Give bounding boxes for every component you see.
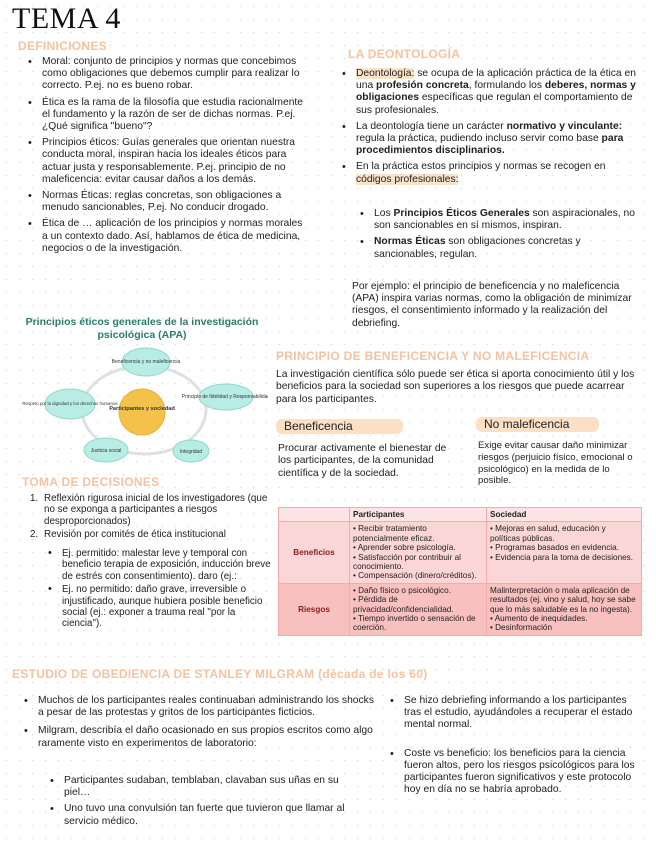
deontologia-sublist: [374, 208, 640, 265]
apa-cycle-graphic: [16, 342, 268, 466]
no-maleficencia-text: Exige evitar causar daño minimizar riesgos (perjuicio físico, emocional o psicológico) en la medida de lo posible.: [478, 440, 633, 487]
decisiones-sublist: [62, 548, 272, 632]
list-number: 1.: [30, 493, 39, 504]
deontologia-heading: LA DEONTOLOGÍA: [348, 47, 461, 61]
text-bold: normativo y vinculante:: [506, 120, 623, 132]
list-item: • Ética es la rama de la filosofía que estudia racionalmente el fundamento y la razón de ser de dichas normas. P.ej. ¿Qué significa "bueno"?: [42, 97, 310, 134]
text-bold: deberes, normas y obligaciones: [356, 80, 636, 104]
text-run: son aspiracionales, no son sancionables en sí mismos, inspiran.: [374, 208, 635, 232]
list-item: • Muchos de los participantes reales continuaban administrando los shocks a pesar de las protestas y gritos de los participantes ficticios.: [38, 695, 374, 719]
definiciones-list: [42, 56, 310, 259]
no-maleficencia-label: No maleficencia: [476, 417, 599, 432]
text-bold: Normas Éticas: [374, 236, 446, 248]
cell-line: • Compensación (dinero/créditos).: [353, 571, 477, 581]
apa-diagram-title: Principios éticos generales de la investigación psicológica (APA): [25, 316, 259, 341]
table-cell: [487, 522, 642, 583]
list-item: • Principios éticos: Guías generales que orientan nuestra conducta moral, inspiran hacia los ideales éticos para actuar justa y responsablemente. P.ej. principio de no maleficencia: evitar causar daños a los demás.: [42, 137, 310, 186]
milgram-left-list: [38, 695, 374, 754]
cell-line: • Aprender sobre psicología.: [353, 543, 456, 553]
cell-line: • Evidencia para la toma de decisiones.: [490, 552, 634, 562]
decisiones-heading: TOMA DE DECISIONES: [22, 475, 160, 489]
apa-node-label: Justicia social: [90, 448, 122, 454]
cell-line: • Pérdida de privacidad/confidencialidad.: [353, 595, 454, 614]
text-run: En la práctica estos principios y normas se recogen en: [356, 161, 606, 173]
list-item: • Normas Éticas: reglas concretas, son obligaciones a menudo sancionables, P.ej. No conducir drogado.: [42, 190, 310, 214]
term-highlight: Deontología:: [356, 68, 415, 79]
list-item: • Ej. no permitido: daño grave, irreversible o injustificado, aunque hubiera posible beneficio social (ej.: exponer a trauma real "por la ciencia").: [62, 584, 272, 630]
text-run: específicas que regulan el comportamiento de sus profesionales.: [356, 92, 633, 116]
list-item: [356, 121, 638, 158]
cell-line: • Daño físico o psicológico.: [353, 585, 451, 595]
list-item: [356, 161, 638, 185]
cell-line: • Satisfacción por contribuir al conocimiento.: [353, 552, 461, 572]
table-row: [279, 508, 642, 522]
table-row: [279, 522, 642, 583]
term-highlight: códigos profesionales:: [356, 173, 459, 185]
cell-line: • Recibir tratamiento potencialmente eficaz.: [353, 524, 435, 543]
cell-line: Malinterpretación o mala aplicación de resultados (ej. vino y salud, hoy se sabe que lo más saludable es la no ingesta).: [490, 585, 636, 614]
list-item: [30, 529, 270, 541]
beneficencia-intro: La investigación científica sólo puede ser ética si aporta conocimiento útil y los beneficios para la sociedad son superiores a los riesgos que puede acarrear para los participantes.: [276, 369, 635, 405]
table-row: [279, 583, 642, 635]
list-item: [30, 493, 270, 527]
cell-line: • Aumento de inequidades.: [490, 614, 588, 624]
column-header: Participantes: [350, 508, 487, 522]
row-header: Riesgos: [279, 583, 350, 635]
list-item: • Coste vs beneficio: los beneficios para la ciencia fueron altos, pero los riesgos psicológicos para los participantes fueron significativos y este protocolo hoy en día no se habría aprobado.: [404, 748, 640, 797]
apa-node-label: Integridad: [179, 449, 203, 455]
apa-node-label: Beneficencia y no maleficencia: [111, 359, 181, 365]
list-item: • Participantes sudaban, temblaban, clavaban sus uñas en su piel…: [64, 775, 364, 799]
risk-benefit-table: [278, 507, 642, 636]
text-bold: para procedimientos disciplinarios.: [356, 133, 624, 157]
cell-line: • Programas basados en evidencia.: [490, 543, 619, 553]
column-header: Sociedad: [487, 508, 642, 522]
list-item: • Se hizo debriefing informando a los participantes tras el estudio, ayudándoles a recuperar el estado mental normal.: [404, 695, 640, 732]
text-run: Los: [374, 208, 394, 219]
list-text: Revisión por comités de ética institucional: [44, 529, 226, 541]
list-item: [356, 68, 638, 117]
deontologia-list: [356, 68, 638, 190]
text-bold: profesión concreta: [376, 80, 469, 92]
cell-line: • Tiempo invertido o sensación de coerción.: [353, 614, 476, 633]
milgram-heading: ESTUDIO DE OBEDIENCIA DE STANLEY MILGRAM (década de los 60): [12, 667, 428, 681]
list-item: [374, 236, 640, 260]
table-cell: [350, 583, 487, 635]
text-run: , formulando los: [468, 80, 545, 92]
text-run: se ocupa de la aplicación práctica de la ética en una: [356, 68, 636, 92]
cell-line: • Desinformación: [490, 623, 553, 633]
list-item: • Uno tuvo una convulsión tan fuerte que tuvieron que llamar al servicio médico.: [64, 803, 364, 827]
apa-center-node: [119, 389, 165, 435]
list-number: 2.: [30, 529, 39, 541]
apa-node-label: Respeto por la dignidad y los derechos humanos: [22, 401, 118, 406]
row-header: Beneficios: [279, 522, 350, 583]
list-text: Reflexión rigurosa inicial de los investigadores (que no se exponga a participantes a riesgos desproporcionados): [44, 493, 268, 527]
beneficencia-text: Procurar activamente el bienestar de los participantes, de la comunidad científica y de la sociedad.: [278, 443, 447, 479]
milgram-sublist: [64, 775, 364, 832]
list-item: • Milgram, describía el daño ocasionado en sus propios escritos como algo raramente visto en experimentos de laboratorio:: [38, 725, 374, 749]
list-item: • Ética de … aplicación de los principios y normas morales a un contexto dado. Así, hablamos de ética de medicina, negocios o de la investigación.: [42, 218, 310, 255]
list-item: [374, 208, 640, 232]
decisiones-list: [30, 493, 270, 543]
definiciones-heading: DEFINICIONES: [18, 39, 107, 53]
apa-node-label: Principio de fidelidad y Responsabilidad: [181, 394, 268, 400]
milgram-right-list: [404, 695, 640, 800]
text-bold: Principios Éticos Generales: [393, 208, 530, 219]
table-cell: [487, 583, 642, 635]
beneficencia-label: Beneficencia: [276, 419, 403, 434]
apa-diagram: [16, 316, 268, 466]
text-run: son obligaciones concretas y sancionables, regulan.: [374, 236, 581, 260]
list-item: • Ej. permitido: malestar leve y temporal con beneficio terapia de exposición, inducción breve de estrés con consentimiento). daro (ej.:: [62, 548, 272, 582]
text-run: regula la práctica, pudiendo incluso servir como base: [356, 133, 602, 145]
beneficencia-heading: PRINCIPIO DE BENEFICENCIA Y NO MALEFICENCIA: [276, 349, 590, 363]
list-item: • Moral: conjunto de principios y normas que concebimos como obligaciones que debemos cumplir para realizar lo correcto. P.ej. no es bueno robar.: [42, 56, 310, 93]
deontologia-example: Por ejemplo: el principio de beneficencia y no maleficencia (APA) inspira varias normas, como la obligación de minimizar riesgos, el consentimiento informado y la realización del debriefing.: [352, 281, 632, 329]
cell-line: • Mejoras en salud, educación y políticas públicas.: [490, 524, 606, 543]
apa-center-label: Participantes y sociedad: [109, 406, 175, 412]
table-corner: [279, 508, 350, 522]
text-run: La deontología tiene un carácter: [356, 120, 507, 132]
table-cell: [350, 522, 487, 583]
page-title: TEMA 4: [12, 2, 121, 35]
